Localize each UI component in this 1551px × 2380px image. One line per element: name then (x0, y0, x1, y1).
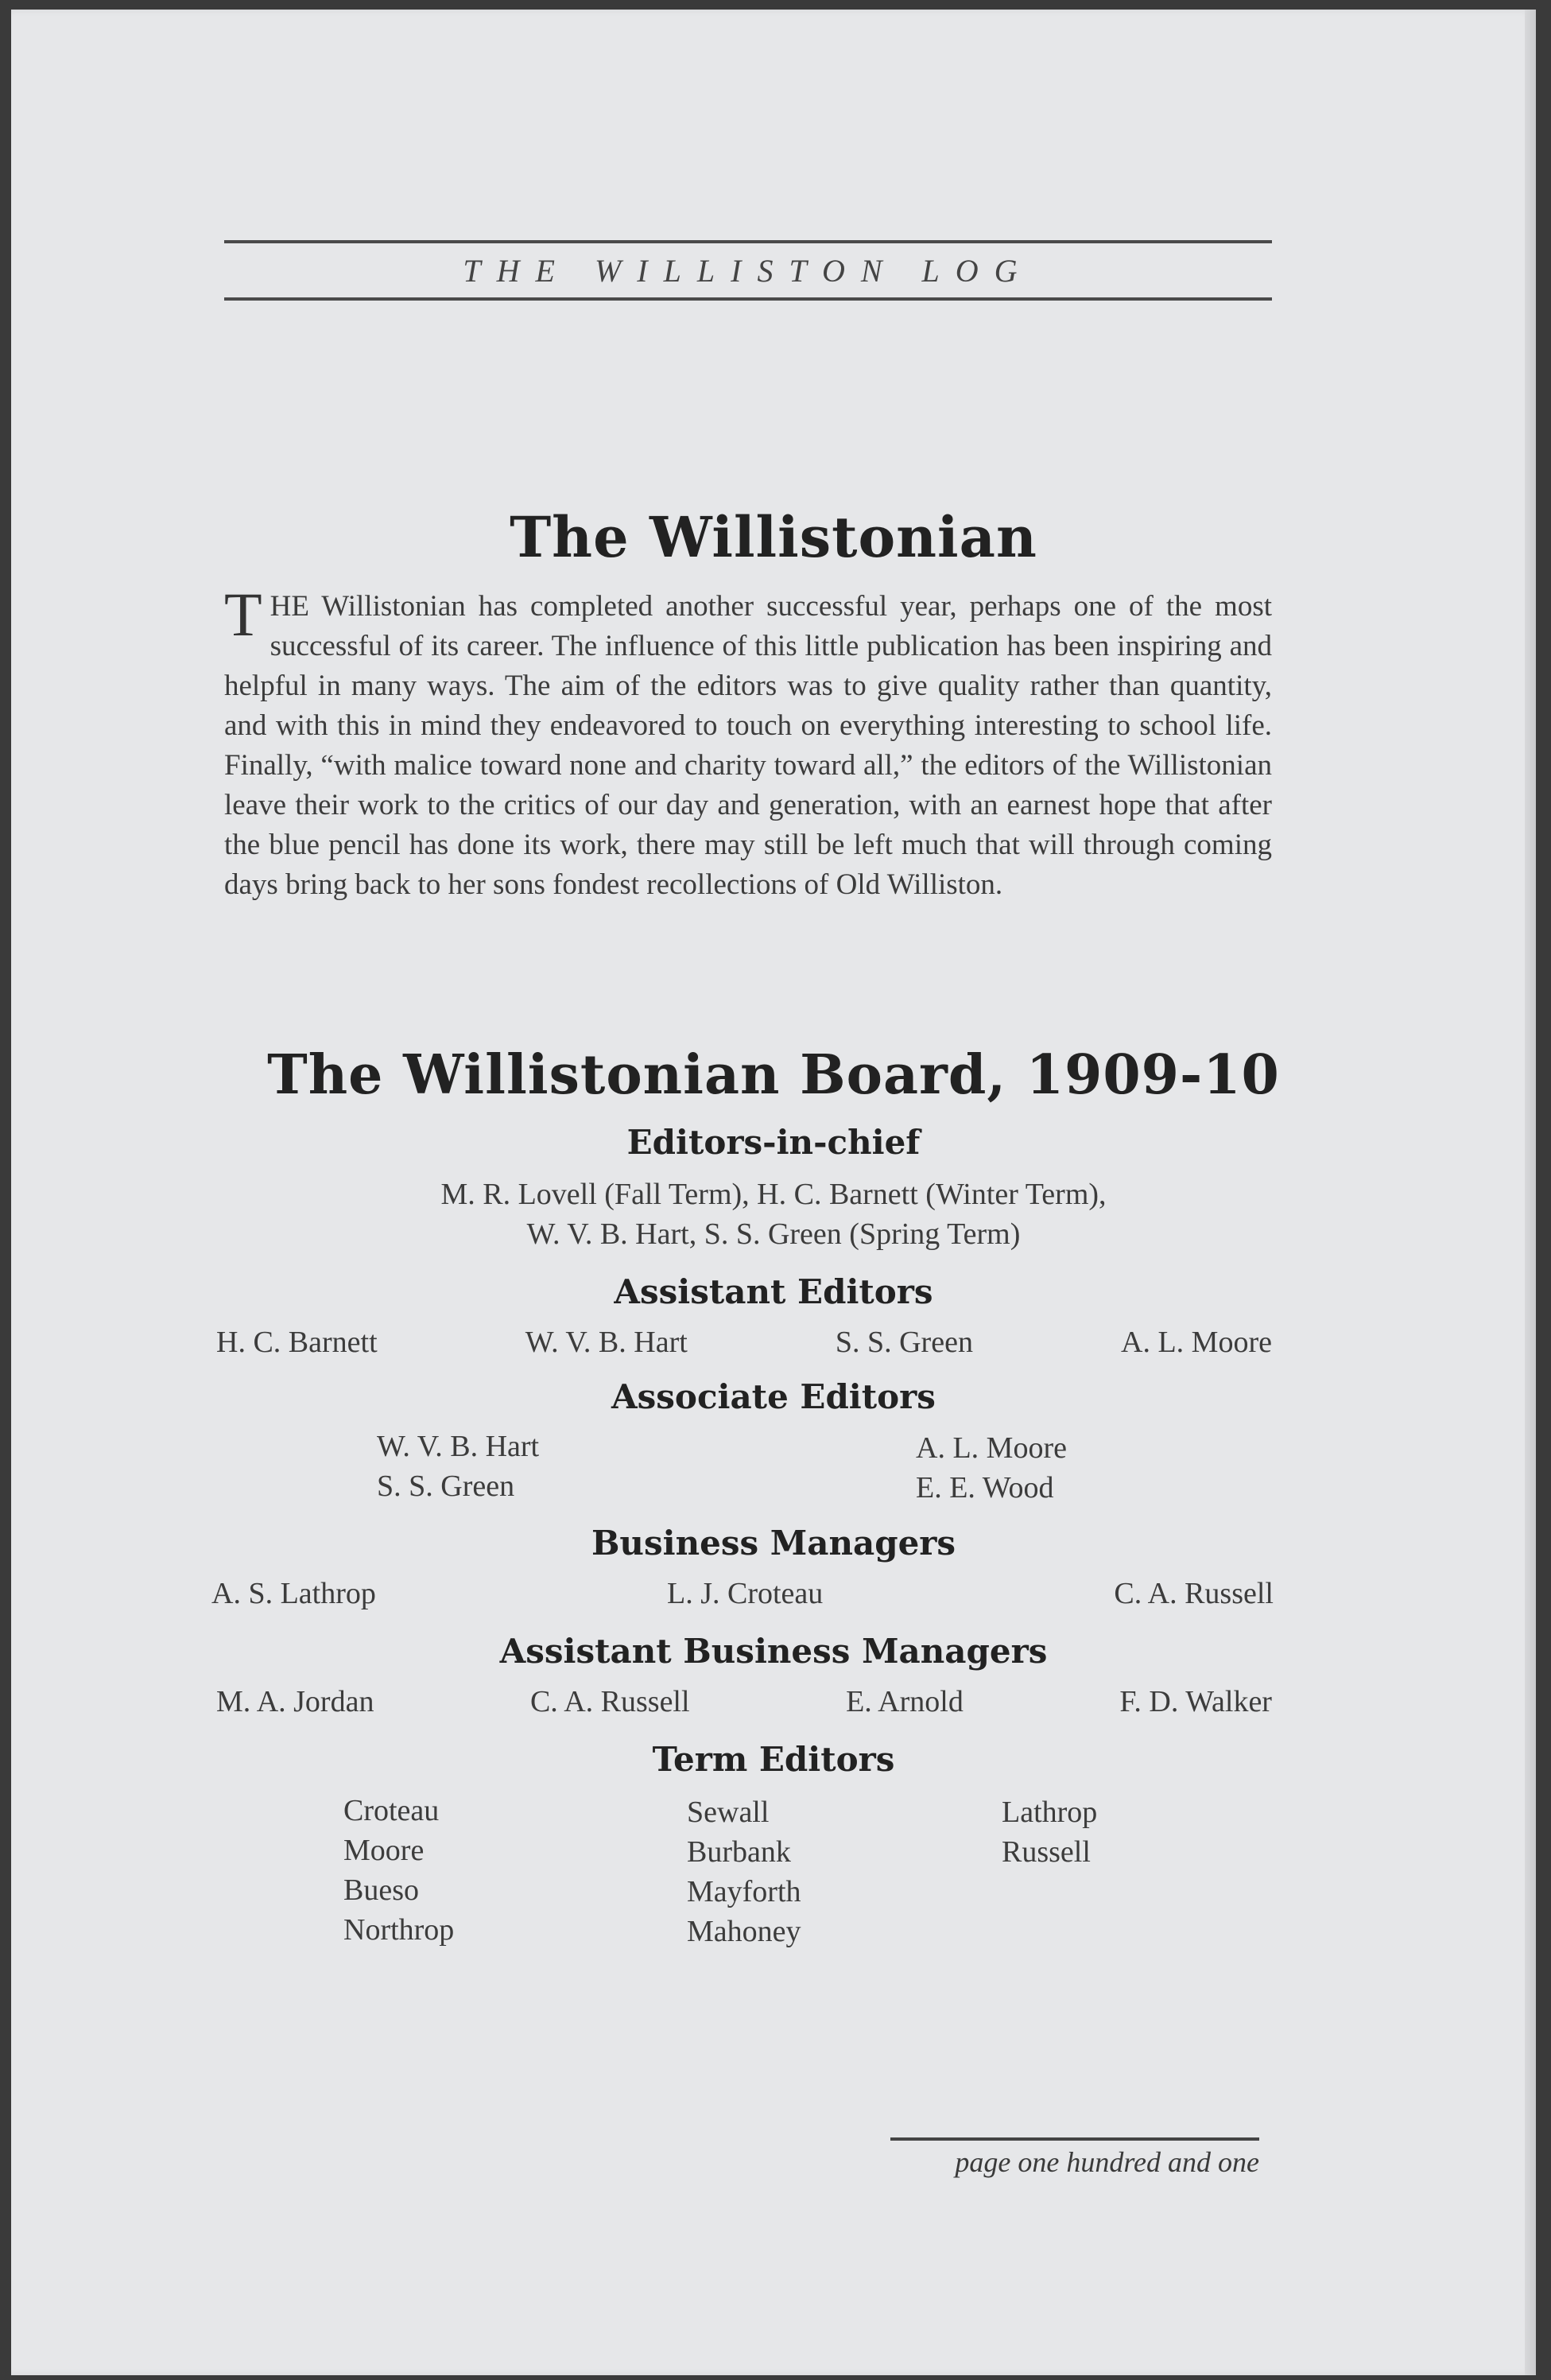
board-title: The Willistonian Board, 1909-10 (267, 1043, 1280, 1107)
list-item: A. L. Moore (916, 1431, 1067, 1465)
associate-editors-left (377, 1427, 539, 1506)
list-item: Bueso (343, 1873, 419, 1907)
list-item: F. D. Walker (1119, 1685, 1272, 1718)
list-item: W. V. B. Hart (525, 1326, 688, 1359)
list-item: Russell (1002, 1835, 1091, 1869)
list-item: Moore (343, 1834, 425, 1867)
section-heading-editors-in-chief: Editors-in-chief (626, 1123, 921, 1162)
running-head-text: THE WILLISTON LOG (463, 252, 1033, 289)
list-item: Mayforth (687, 1875, 801, 1908)
list-item: E. Arnold (846, 1685, 964, 1718)
list-item: L. J. Croteau (666, 1577, 824, 1610)
list-item: W. V. B. Hart (377, 1430, 540, 1463)
editors-in-chief-line-1: M. R. Lovell (Fall Term), H. C. Barnett (Winter Term), (440, 1178, 1107, 1211)
assistant-editors-row (216, 1325, 1272, 1360)
drop-cap: T (224, 580, 262, 649)
list-item: A. S. Lathrop (211, 1577, 376, 1610)
list-item: Northrop (343, 1913, 455, 1947)
editors-in-chief-line-2: W. V. B. Hart, S. S. Green (Spring Term) (526, 1217, 1021, 1251)
term-editors-col-3 (1002, 1792, 1097, 1872)
list-item: S. S. Green (835, 1326, 973, 1359)
list-item: Lathrop (1002, 1796, 1098, 1829)
list-item: Mahoney (687, 1915, 801, 1948)
section-heading-associate-editors: Associate Editors (611, 1377, 936, 1416)
section-heading-term-editors: Term Editors (652, 1740, 895, 1779)
section-heading-assistant-business-managers: Assistant Business Managers (499, 1632, 1048, 1671)
page-sheet (11, 10, 1536, 2375)
article-body (224, 580, 1272, 905)
list-item: Croteau (343, 1794, 440, 1827)
assistant-business-managers-row (216, 1684, 1272, 1719)
list-item: A. L. Moore (1121, 1326, 1272, 1359)
section-heading-business-managers: Business Managers (591, 1524, 956, 1563)
page-number-text: page one hundred and one (955, 2146, 1259, 2178)
list-item: S. S. Green (377, 1470, 515, 1503)
list-item: H. C. Barnett (216, 1326, 378, 1359)
term-editors-col-2 (687, 1792, 801, 1951)
list-item: E. E. Wood (916, 1471, 1054, 1504)
footer-rule (890, 2137, 1259, 2141)
list-item: Burbank (687, 1835, 791, 1869)
list-item: M. A. Jordan (216, 1685, 374, 1718)
section-heading-assistant-editors: Assistant Editors (614, 1272, 933, 1311)
business-managers-row (211, 1576, 1274, 1611)
article-title: The Willistonian (510, 504, 1037, 570)
term-editors-col-1 (343, 1791, 454, 1950)
list-item: Sewall (687, 1796, 770, 1829)
list-item: C. A. Russell (1114, 1577, 1274, 1610)
article-body-text: HE Willistonian has completed another successful year, perhaps one of the most successful of its career. The influence of this little publication has been inspiring and helpful in many ways. The aim of the editors was to give quality rather than quantity, and with this in mind they endeavored to touch on everything interesting to school life. Finally, “with malice toward none and charity toward all,” the editors of the Willistonian leave their work to the critics of our day and generation, with an earnest hope that after the blue pencil has done its work, there may still be left much that will through coming days bring back to her sons fondest recollections of Old Williston. (224, 590, 1272, 901)
list-item: C. A. Russell (529, 1685, 690, 1718)
running-head (224, 240, 1272, 301)
associate-editors-right (916, 1428, 1067, 1508)
